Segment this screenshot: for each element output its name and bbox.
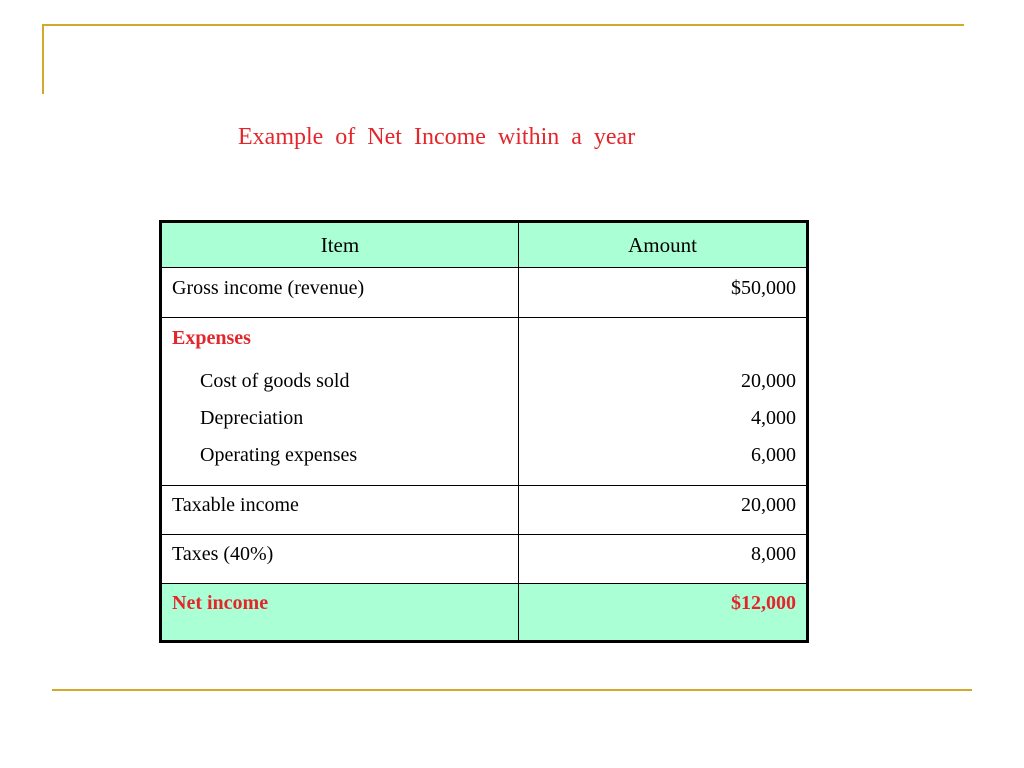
table-row-expenses (161, 318, 808, 486)
expenses-amount-spacer (529, 326, 796, 363)
net-income-label: Net income (161, 584, 519, 642)
taxable-income-label: Taxable income (161, 486, 519, 535)
table-row-taxes (161, 535, 808, 584)
taxes-amount: 8,000 (518, 535, 807, 584)
expenses-amount-cell (518, 318, 807, 486)
gross-income-amount: $50,000 (518, 268, 807, 318)
table-row-taxable-income (161, 486, 808, 535)
frame-top-rule (42, 24, 964, 26)
expense-depreciation-label: Depreciation (200, 407, 304, 429)
header-item: Item (161, 222, 519, 268)
slide-title: Example of Net Income within a year (238, 124, 636, 150)
table-row-net-income (161, 584, 808, 642)
net-income-amount: $12,000 (518, 584, 807, 642)
expense-operating-amount: 6,000 (751, 444, 796, 466)
table-row-gross-income (161, 268, 808, 318)
expenses-label-cell (161, 318, 519, 486)
header-amount: Amount (518, 222, 807, 268)
table-header-row (161, 222, 808, 268)
frame-bottom-rule (52, 689, 972, 691)
taxable-income-amount: 20,000 (518, 486, 807, 535)
gross-income-label: Gross income (revenue) (161, 268, 519, 318)
expense-cogs-label: Cost of goods sold (200, 370, 350, 392)
frame-left-rule (42, 24, 44, 94)
expense-depreciation-amount: 4,000 (751, 407, 796, 429)
net-income-table (159, 220, 809, 643)
expense-cogs-amount: 20,000 (741, 370, 796, 392)
expense-operating-label: Operating expenses (200, 444, 358, 466)
taxes-label: Taxes (40%) (161, 535, 519, 584)
expenses-heading: Expenses (172, 327, 251, 349)
